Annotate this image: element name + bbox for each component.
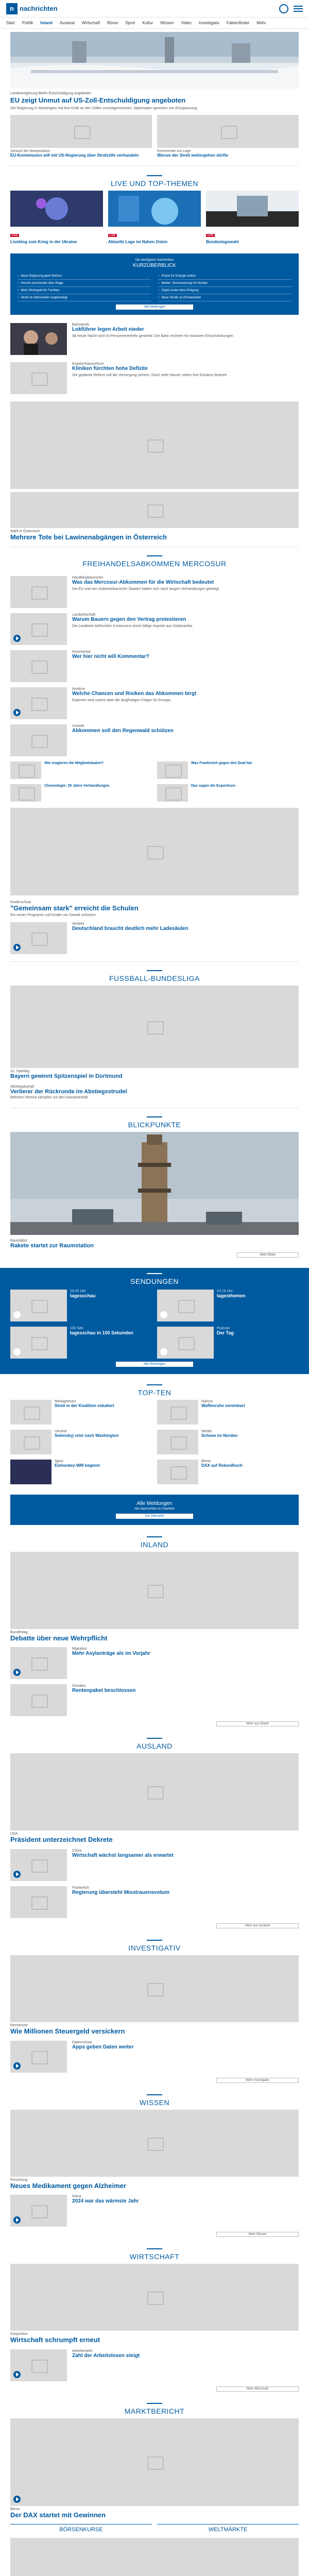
play-icon <box>13 1669 21 1676</box>
briefing-box: Die wichtigsten Nachrichten KURZÜBERBLICK › Neue Regierung plant Reform › Gericht entscheidet über Klage › Mehr Wohngeld für Familien › Streik im Nahverkehr angekündigt › Preise für Energie sinken › Wetter: Sturmwarnung für Norden › Gipfel endet ohne Einigung › Neue Studie zu Klimawandel Alle Meldungen <box>10 253 299 315</box>
briefing-item[interactable]: › Preise für Energie sinken <box>158 273 291 280</box>
chevron-right-icon: › <box>18 289 19 293</box>
wirtschaft-item[interactable]: Arbeitsmarkt Zahl der Arbeitslosen steigt <box>0 2349 309 2381</box>
briefing-item[interactable]: › Wetter: Sturmwarnung für Norden <box>158 280 291 287</box>
mercosur-mini[interactable]: Chronologie: 25 Jahre Verhandlungen <box>10 784 152 802</box>
hero-title[interactable]: EU zeigt Unmut auf US-Zoll-Entschuldigung angeboten <box>10 96 186 104</box>
topten-item[interactable]: Wetter Schnee im Norden <box>157 1430 299 1454</box>
alle-meldungen-box: Alle Meldungen Alle Nachrichten im Überblick Zur Übersicht <box>10 1495 299 1525</box>
briefing-item[interactable]: › Neue Regierung plant Reform <box>18 273 151 280</box>
blickpunkte-image[interactable]: Raumfahrt Rakete startet zur Raumstation Mehr Bilder <box>0 1132 309 1258</box>
bundesliga-heading: FUSSBALL-BUNDESLIGA <box>0 966 309 986</box>
hero-related-2[interactable]: Kommentar zur Lage Warum der Streit weitergehen dürfte <box>157 115 299 158</box>
wide-placeholder-2[interactable] <box>0 808 309 895</box>
ausland-heading: AUSLAND <box>0 1734 309 1753</box>
chevron-right-icon: › <box>18 274 19 278</box>
chevron-right-icon: › <box>158 281 160 285</box>
investigativ-heading: INVESTIGATIV <box>0 1936 309 1955</box>
markt-heading: MARKTBERICHT <box>0 2399 309 2418</box>
play-icon <box>13 1871 21 1878</box>
markt-cols <box>0 2524 309 2533</box>
sendungen-button[interactable]: Alle Sendungen <box>116 1362 193 1367</box>
main-nav <box>0 18 309 29</box>
topten-item[interactable]: Meistgelesen Streit in der Koalition eskaliert <box>10 1400 152 1425</box>
nav-item[interactable]: Inland <box>40 21 53 25</box>
wissen-main[interactable]: Forschung Neues Medikament gegen Alzheimer <box>0 2110 309 2190</box>
bundesliga-main[interactable]: 22. Spieltag Bayern gewinnt Spitzenspiel in Dortmund <box>0 986 309 1080</box>
play-icon <box>13 1311 21 1318</box>
nav-item[interactable]: Faktenfinder <box>226 21 250 25</box>
wide-placeholder-1[interactable] <box>0 401 309 489</box>
wirtschaft-heading: WIRTSCHAFT <box>0 2244 309 2264</box>
alle-meldungen-button[interactable]: Zur Übersicht <box>116 1514 193 1519</box>
nav-item[interactable]: Börse <box>107 21 118 25</box>
sendung-item[interactable]: Podcast Der Tag <box>157 1327 299 1359</box>
nav-item[interactable]: Wirtschaft <box>81 21 100 25</box>
inland-item[interactable]: Soziales Rentenpaket beschlossen <box>0 1684 309 1716</box>
briefing-item[interactable]: › Neue Studie zu Klimawandel <box>158 294 291 301</box>
bundesliga-second[interactable]: Abstiegskampf Verlierer der Rückrunde im Abstiegsstrudel Mehrere Vereine kämpfen um den Klassenerhalt. <box>10 1085 127 1100</box>
boersenkurse-link[interactable]: BÖRSENKURSE <box>10 2524 152 2533</box>
inland-more-button[interactable]: Mehr aus Inland <box>216 1721 299 1726</box>
play-icon <box>13 1348 21 1355</box>
topten-heading: TOP-TEN <box>0 1380 309 1400</box>
briefing-item[interactable]: › Streik im Nahverkehr angekündigt <box>18 294 151 301</box>
briefing-item[interactable]: › Gipfel endet ohne Einigung <box>158 287 291 294</box>
wissen-item[interactable]: Klima 2024 war das wärmste Jahr <box>0 2195 309 2227</box>
ausland-item[interactable]: China Wirtschaft wächst langsamer als erwartet <box>0 1849 309 1881</box>
nav-item[interactable]: Ausland <box>59 21 75 25</box>
chevron-right-icon: › <box>158 274 160 278</box>
sendung-item[interactable]: 22:15 Uhr tagesthemen <box>157 1290 299 1321</box>
mercosur-item[interactable]: Analyse Welche Chancen und Risiken das Abkommen birgt Experten sind uneins über die langfristigen Folgen für Europa. <box>0 687 309 719</box>
story-4[interactable]: Kinderschutz "Gemeinsam stark" erreicht die Schulen Ein neues Programm soll Kinder vor Gewalt schützen. <box>10 900 139 918</box>
markt-main[interactable]: Börse Der DAX startet mit Gewinnen <box>0 2418 309 2519</box>
nav-item[interactable]: Wissen <box>160 21 174 25</box>
inland-item[interactable]: Migration Mehr Asylanträge als im Vorjahr <box>0 1647 309 1679</box>
nav-item[interactable]: Start <box>6 21 15 25</box>
mercosur-item[interactable]: Kommentar Wer hier nicht will Kommentar? <box>0 650 309 682</box>
mercosur-item[interactable]: Landwirtschaft Warum Bauern gegen den Vertrag protestieren Die Landwirte befürchten Konkurrenz durch billige Importe aus Südamerika. <box>0 613 309 645</box>
hero-image[interactable] <box>10 32 299 89</box>
investigativ-main[interactable]: Recherche Wie Millionen Steuergeld versickern <box>0 1955 309 2036</box>
menu-icon[interactable] <box>294 6 303 12</box>
sendung-item[interactable]: 20:00 Uhr tagesschau <box>10 1290 152 1321</box>
blickpunkte-heading: BLICKPUNKTE <box>0 1112 309 1132</box>
mercosur-mini[interactable]: Das sagen die Exporteure <box>157 784 299 802</box>
mercosur-mini[interactable]: Wie reagieren die Mitgliedstaaten? <box>10 761 152 779</box>
mercosur-item[interactable]: Handelsabkommen Was das Mercosur-Abkommen für die Wirtschaft bedeutet Die EU und vier südamerikanische Staaten haben sich nach langen Verhandlungen geeinigt. <box>0 576 309 608</box>
markt-placeholder[interactable] <box>0 2538 309 2576</box>
chevron-right-icon: › <box>18 281 19 285</box>
nav-item[interactable]: Investigativ <box>198 21 219 25</box>
play-icon <box>160 1348 167 1355</box>
search-icon[interactable] <box>279 4 288 13</box>
hero-text: Die Regierung in Washington hat ihre Kritik an den Zöllen zurückgenommen. Diplomaten sprechen von Entspannung. <box>10 106 198 110</box>
hero-related-1[interactable]: Vorwurf der Manipulation EU-Kommission will mit US-Regierung über Strafzölle verhandeln <box>10 115 152 158</box>
play-icon <box>13 2371 21 2378</box>
play-icon <box>13 2062 21 2070</box>
inland-heading: INLAND <box>0 1532 309 1552</box>
briefing-button[interactable]: Alle Meldungen <box>116 304 193 310</box>
live-card-2[interactable]: Live Aktuelle Lage im Nahen Osten <box>108 191 201 245</box>
wirtschaft-main[interactable]: Konjunktur Wirtschaft schrumpft erneut <box>0 2264 309 2344</box>
topten-item[interactable]: Nahost Waffenruhe vereinbart <box>157 1400 299 1425</box>
investigativ-item[interactable]: Datenschutz Apps geben Daten weiter <box>0 2041 309 2073</box>
topten-item[interactable]: Börse DAX auf Rekordhoch <box>157 1460 299 1484</box>
story-1[interactable]: Bahnstreik Lokführer legen Arbeit nieder Ab heute Nacht wird im Personenverkehr gestreikt. Die Bahn rechnet mit massiven Einschränkungen. <box>0 323 309 355</box>
nav-item[interactable]: Sport <box>125 21 135 25</box>
top-bar <box>0 0 309 18</box>
hero-kicker: Landesregierung Berlin Entschuldigung angeboten <box>10 92 92 95</box>
live-card-3[interactable]: Live Bundestagswahl <box>206 191 299 245</box>
nav-item[interactable]: Politik <box>22 21 33 25</box>
chevron-right-icon: › <box>18 296 19 300</box>
blickpunkte-button[interactable]: Mehr Bilder <box>237 1252 299 1258</box>
investigativ-more-button[interactable]: Mehr Investigativ <box>216 2078 299 2083</box>
wissen-heading: WISSEN <box>0 2090 309 2110</box>
sendungen-section: SENDUNGEN 20:00 Uhr tagesschau 22:15 Uhr tagesthemen 100 Sek. tagesschau in 100 Sekunden Podcast Der Tag Alle Sendungen <box>0 1268 309 1374</box>
play-icon <box>13 635 21 642</box>
briefing-item[interactable]: › Mehr Wohngeld für Familien <box>18 287 151 294</box>
live-section-heading: LIVE UND TOP-THEMEN <box>0 171 309 191</box>
topten-item[interactable]: Ukraine Selenskyj reist nach Washington <box>10 1430 152 1454</box>
mercosur-heading: FREIHANDELSABKOMMEN MERCOSUR <box>0 551 309 571</box>
inland-main[interactable]: Bundestag Debatte über neue Wehrpflicht <box>0 1552 309 1642</box>
wirtschaft-more-button[interactable]: Mehr Wirtschaft <box>216 2386 299 2392</box>
weltmaerkte-link[interactable]: WELTMÄRKTE <box>157 2524 299 2533</box>
story-5[interactable]: Verkehr Deutschland braucht deutlich mehr Ladesäulen <box>0 922 309 954</box>
story-3[interactable]: Wahl in Österreich Mehrere Tote bei Lawinenabgängen in Österreich <box>0 492 309 541</box>
play-icon <box>13 2216 21 2224</box>
live-cards <box>0 191 309 245</box>
ausland-main[interactable]: USA Präsident unterzeichnet Dekrete <box>0 1753 309 1844</box>
nav-item[interactable]: Mehr <box>256 21 266 25</box>
logo-mark: n <box>6 3 18 14</box>
live-card-1[interactable]: Live Liveblog zum Krieg in der Ukraine <box>10 191 103 245</box>
ausland-more-button[interactable]: Mehr aus Ausland <box>216 1923 299 1928</box>
sendung-item[interactable]: 100 Sek. tagesschau in 100 Sekunden <box>10 1327 152 1359</box>
ausland-item[interactable]: Frankreich Regierung übersteht Misstrauensvotum <box>0 1886 309 1918</box>
chevron-right-icon: › <box>158 296 160 300</box>
hero <box>0 29 309 111</box>
wissen-more-button[interactable]: Mehr Wissen <box>216 2232 299 2237</box>
topten-item[interactable]: Sport Eishockey-WM beginnt <box>10 1460 152 1484</box>
chevron-right-icon: › <box>158 289 160 293</box>
nav-item[interactable]: Kultur <box>142 21 153 25</box>
play-icon <box>13 709 21 716</box>
logo-text: nachrichten <box>20 5 58 12</box>
nav-item[interactable]: Video <box>181 21 192 25</box>
mercosur-mini[interactable]: Was Frankreich gegen den Deal hat <box>157 761 299 779</box>
logo[interactable] <box>6 3 58 14</box>
hero-related <box>0 115 309 158</box>
mercosur-item[interactable]: Umwelt Abkommen soll den Regenwald schützen <box>0 724 309 756</box>
story-2[interactable]: Krankenhausreform Kliniken fürchten hohe Defizite Die geplante Reform soll die Versorgung sichern. Doch viele Häuser sehen ihre Existenz bedroht. <box>0 362 309 394</box>
play-icon <box>160 1311 167 1318</box>
briefing-item[interactable]: › Gericht entscheidet über Klage <box>18 280 151 287</box>
